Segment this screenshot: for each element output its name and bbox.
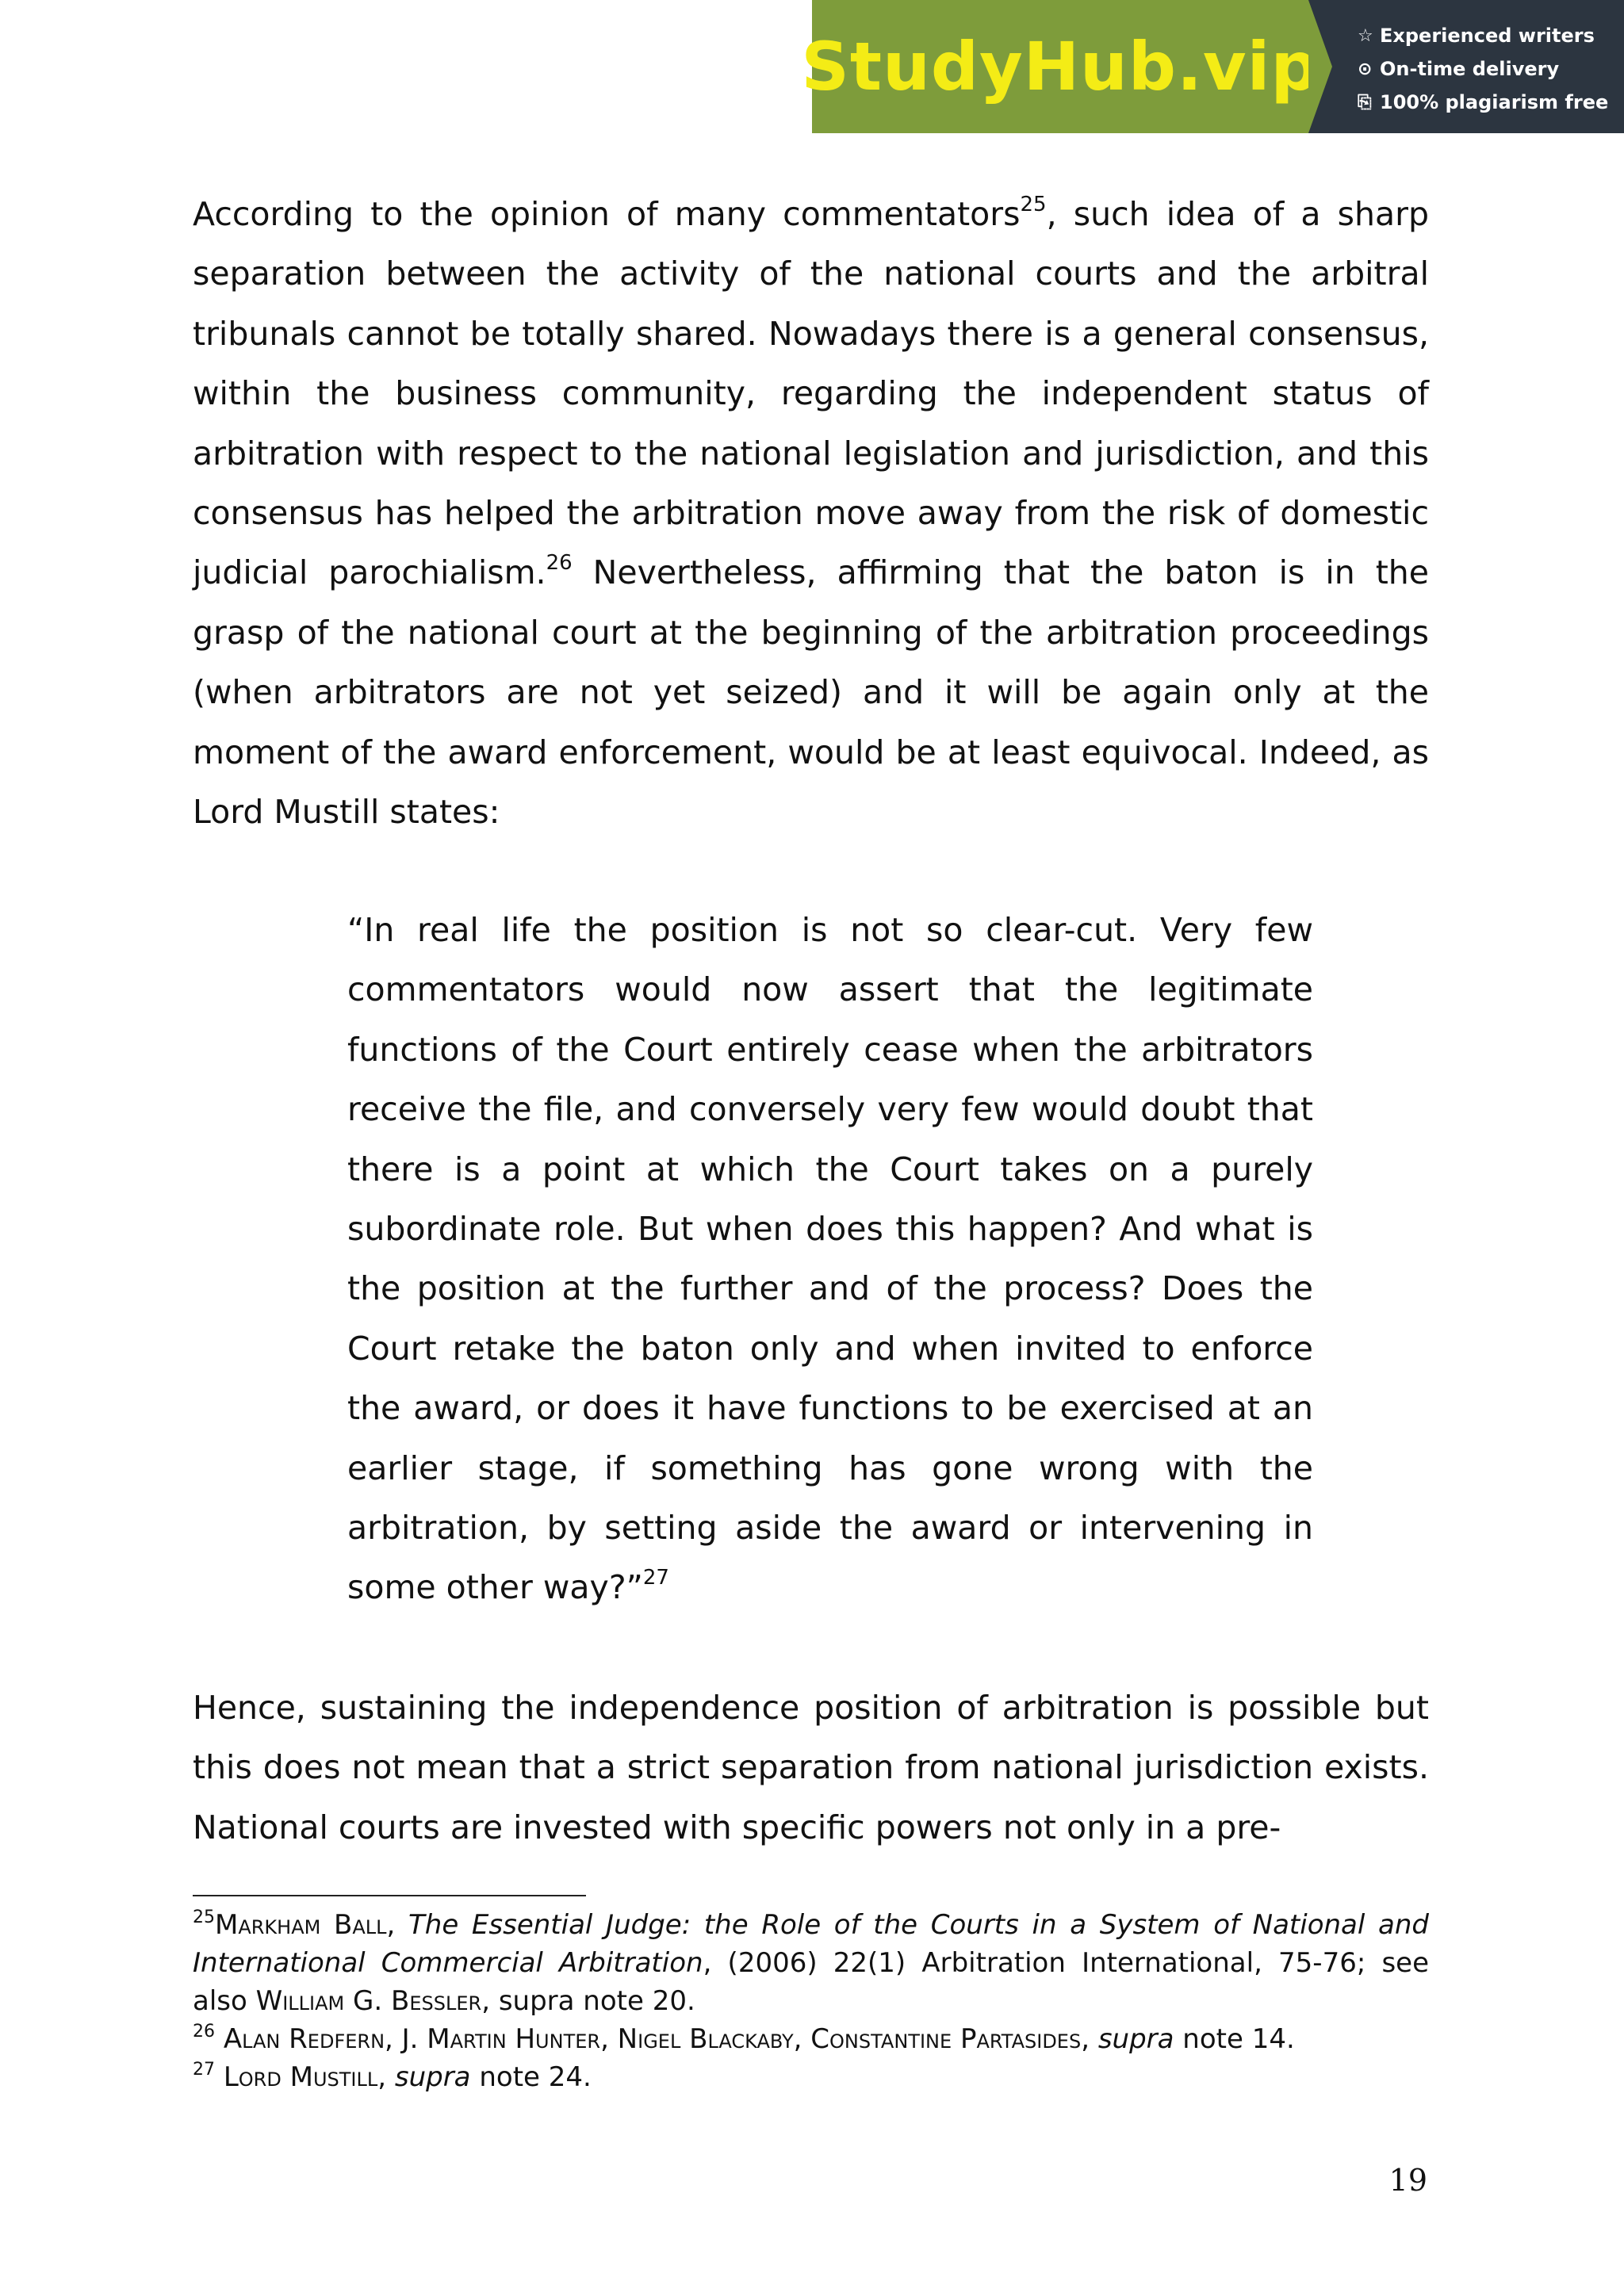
footnote-citation: , (2006) 22(1) Arbitration International, 75-76; see also (193, 1947, 1430, 2017)
document-icon: ⎘ (1358, 92, 1372, 113)
footnote-authors: Alan Redfern, J. Martin Hunter, Nigel Blackaby, Constantine Partasides (223, 2023, 1082, 2055)
footnote-separator: , (1081, 2023, 1098, 2055)
footnote-25 (193, 1906, 1429, 2020)
footnote-26 (193, 2020, 1429, 2058)
feature-item (1358, 52, 1624, 86)
quote-text: “In real life the position is not so clear-cut. Very few commentators would now assert that the legitimate functions of the Court entirely cease when the arbitrators receive the file, and conversely very few would doubt that there is a point at which the Court takes on a purely subordinate role. But when does this happen? And what is the position at the further and of the process? Does the Court retake the baton only and when invited to enforce the award, or does it have functions to be exercised at an earlier stage, if something has gone wrong with the arbitration, by setting aside the award or intervening in some other way?” (347, 911, 1313, 1607)
footnote-supra: supra (1097, 2023, 1174, 2055)
star-icon: ☆ (1358, 25, 1373, 46)
footnote-supra: supra (394, 2061, 471, 2093)
footnote-author: William G. Bessler (255, 1985, 482, 2017)
feature-label: 100% plagiarism free (1380, 91, 1609, 113)
footnote-citation: note 14. (1174, 2023, 1295, 2055)
footnote-citation: , supra note 20. (481, 1985, 695, 2017)
footnote-number: 26 (193, 2022, 215, 2042)
footnote-separator: , (386, 1909, 409, 1941)
para1-text-a: According to the opinion of many commentators (193, 195, 1021, 233)
studyhub-banner[interactable] (801, 0, 1624, 133)
para1-text-c: Nevertheless, affirming that the baton is in the grasp of the national court at the beginning of the arbitration proceedings (when arbitrators are not yet seized) and it will be again only at the moment of the award enforcement, would be at least equivocal. Indeed, as Lord Mustill states: (193, 553, 1430, 832)
footnote-title: The Essential Judge: the Role of the Courts in a System of National and International Commercial Arbitration (193, 1909, 1429, 1979)
feature-label: On-time delivery (1380, 58, 1560, 80)
footnote-separator: , (377, 2061, 395, 2093)
footnote-27 (193, 2058, 1429, 2096)
page-number: 19 (1388, 2163, 1427, 2198)
body-paragraph-1 (193, 185, 1429, 842)
feature-item (1358, 19, 1624, 52)
footnote-number: 27 (193, 2060, 215, 2080)
footnote-ref-25[interactable]: 25 (1020, 193, 1047, 216)
studyhub-logo: StudyHub.vip (801, 28, 1320, 105)
footnote-author: Markham Ball (215, 1909, 387, 1941)
block-quote (347, 901, 1313, 1618)
footnote-number: 25 (193, 1908, 215, 1927)
feature-label: Experienced writers (1380, 25, 1595, 47)
body-paragraph-2 (193, 1678, 1429, 1858)
footnote-citation: note 24. (470, 2061, 592, 2093)
footnote-ref-26[interactable]: 26 (546, 551, 573, 576)
footnote-ref-27[interactable]: 27 (642, 1566, 669, 1590)
para1-text-b: , such idea of a sharp separation between the activity of the national courts and the arbitral tribunals cannot be totally shared. Nowadays there is a general consensus, within the business community, regarding the independent status of arbitration with respect to the national legislation and jurisdiction, and this consensus has helped the arbitration move away from the risk of domestic judicial parochialism. (193, 195, 1429, 592)
feature-item (1358, 86, 1624, 119)
clock-icon: ⊙ (1358, 59, 1373, 79)
footnote-author: Lord Mustill (223, 2061, 378, 2093)
brand-block (801, 0, 1320, 133)
para2-text: Hence, sustaining the independence position of arbitration is possible but this does not mean that a strict separation from national jurisdiction exists. National courts are invested with specific powers not only in a pre- (193, 1689, 1429, 1846)
footnote-divider (193, 1895, 586, 1896)
feature-list (1308, 0, 1624, 133)
